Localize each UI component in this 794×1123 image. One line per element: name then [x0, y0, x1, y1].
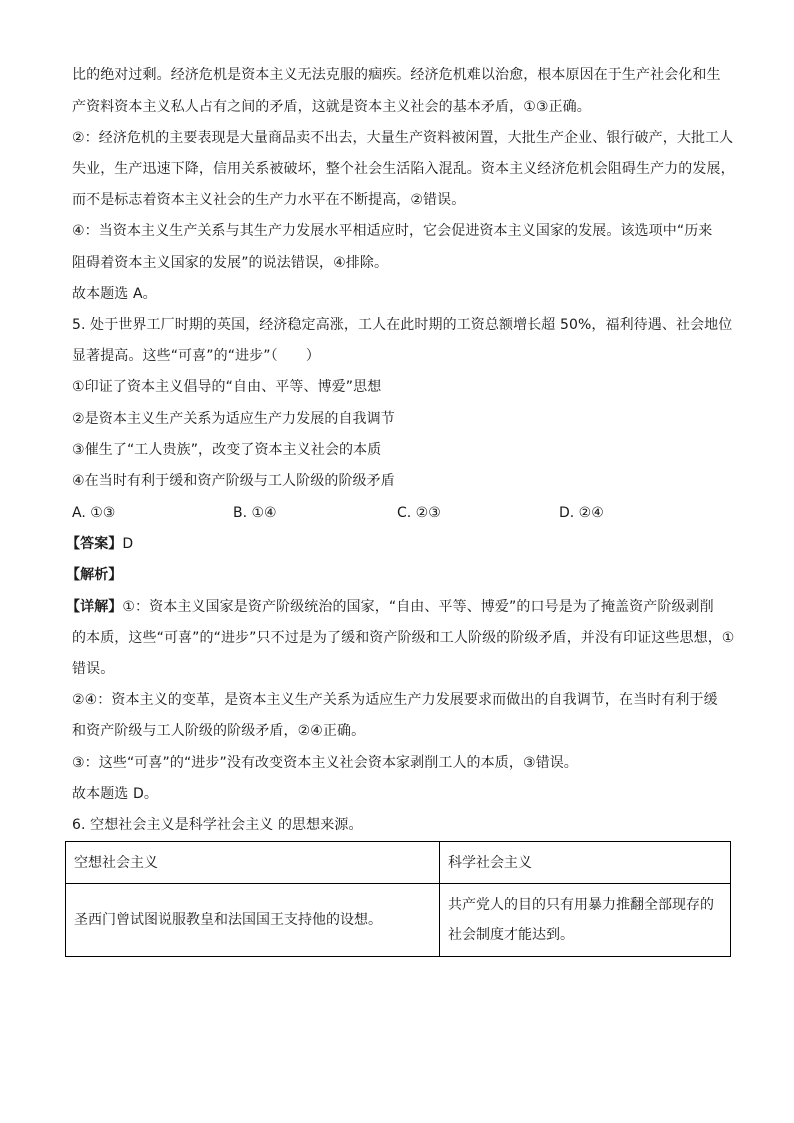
answer-value: D: [122, 536, 134, 552]
answer-line: [66, 534, 726, 554]
detail-line: 的本质，这些“可喜”的“进步”只不过是为了缓和资产阶级和工人阶级的阶级矛盾，并没有印证这些思想，①: [72, 630, 735, 646]
header-scientific-socialism: 科学社会主义: [440, 842, 731, 884]
option-b[interactable]: B. ①④: [233, 505, 277, 521]
analysis-label: 【解析】: [66, 567, 123, 583]
detail-line: 错误。: [72, 661, 115, 677]
answer-options: [72, 503, 732, 523]
statement-4: ④在当时有利于缓和资产阶级与工人阶级的阶级矛盾: [72, 473, 395, 489]
text-line: 而不是标志着资本主义社会的生产力水平在不断提高，②错误。: [72, 192, 466, 208]
header-utopian-socialism: 空想社会主义: [66, 842, 440, 884]
detail-line: 和资产阶级与工人阶级的阶级矛盾，②④正确。: [72, 723, 366, 739]
text-line: 阻碍着资本主义国家的发展”的说法错误，④排除。: [72, 255, 389, 271]
text-line: ④：当资本主义生产关系与其生产力发展水平相适应时，它会促进资本主义国家的发展。该选项中“历来: [72, 223, 713, 239]
answer-label: 【答案】: [66, 536, 123, 552]
detail-label: 【详解】: [66, 599, 123, 615]
option-c[interactable]: C. ②③: [397, 505, 441, 521]
text-line: 故本题选 A。: [72, 286, 157, 302]
detail-line: ③：这些“可喜”的“进步”没有改变资本主义社会资本家剥削工人的本质，③错误。: [72, 755, 578, 771]
table-header-row: [66, 842, 731, 884]
detail-line: ②④：资本主义的变革，是资本主义生产关系为适应生产力发展要求而做出的自我调节，在当时有利于缓: [72, 692, 718, 708]
option-d[interactable]: D. ②④: [559, 505, 604, 521]
table-row: [66, 884, 731, 957]
detail-line: 故本题选 D。: [72, 786, 158, 802]
detail-line: 【详解】①：资本主义国家是资产阶级统治的国家，“自由、平等、博爱”的口号是为了掩盖资产阶级剥削: [66, 599, 714, 615]
statement-1: ①印证了资本主义倡导的“自由、平等、博爱”思想: [72, 379, 382, 395]
option-a[interactable]: A. ①③: [72, 505, 116, 521]
question-5-stem: 显著提高。这些“可喜”的“进步”（ ）: [72, 348, 321, 364]
cell-utopian-socialism: 圣西门曾试图说服教皇和法国国王支持他的设想。: [66, 884, 440, 957]
comparison-table: [65, 841, 731, 957]
text-line: 产资料资本主义私人占有之间的矛盾，这就是资本主义社会的基本矛盾，①③正确。: [72, 99, 591, 115]
text-line: 比的绝对过剩。经济危机是资本主义无法克服的痼疾。经济危机难以治愈，根本原因在于生产社会化和生: [72, 67, 721, 83]
text-line: 失业，生产迅速下降，信用关系被破坏，整个社会生活陷入混乱。资本主义经济危机会阻碍生产力的发展，: [72, 161, 735, 177]
question-5-stem: 5. 处于世界工厂时期的英国，经济稳定高涨，工人在此时期的工资总额增长超 50%，福利待遇、社会地位: [72, 317, 733, 333]
statement-2: ②是资本主义生产关系为适应生产力发展的自我调节: [72, 411, 395, 427]
text-line: ②：经济危机的主要表现是大量商品卖不出去，大量生产资料被闲置，大批生产企业、银行破产，大批工人: [72, 130, 734, 146]
statement-3: ③催生了“工人贵族”，改变了资本主义社会的本质: [72, 442, 382, 458]
cell-scientific-socialism: 共产党人的目的只有用暴力推翻全部现存的社会制度才能达到。: [440, 884, 731, 957]
question-6-stem: 6. 空想社会主义是科学社会主义 的思想来源。: [72, 817, 363, 833]
